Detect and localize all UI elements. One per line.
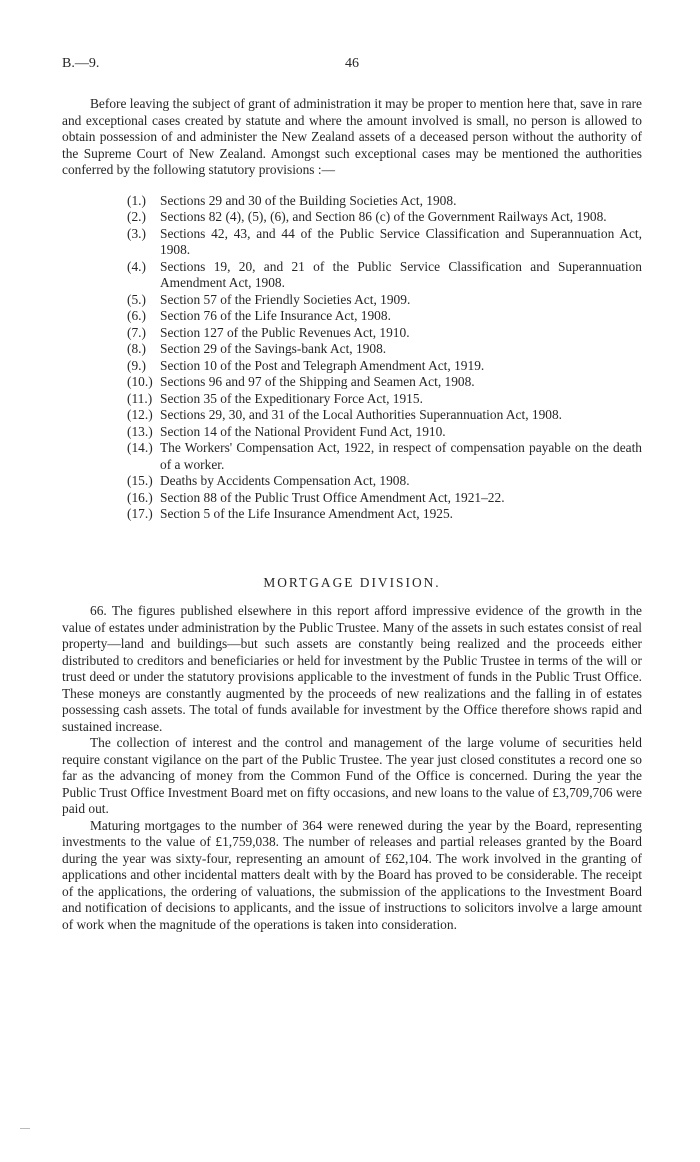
provision-number: (17.) xyxy=(127,506,153,521)
provision-number: (13.) xyxy=(127,423,153,439)
provision-item xyxy=(127,440,642,473)
provision-text: Section 14 of the National Provident Fund Act, 1910. xyxy=(160,423,446,439)
document-reference: B.—9. xyxy=(62,56,100,71)
provision-item xyxy=(127,390,642,408)
provision-item xyxy=(127,357,642,375)
document-body xyxy=(62,96,642,933)
provision-text: Section 29 of the Savings-bank Act, 1908. xyxy=(160,341,387,356)
provision-text: Section 127 of the Public Revenues Act, 1910. xyxy=(160,324,410,340)
provision-text: Section 57 of the Friendly Societies Act, 1909. xyxy=(160,291,411,307)
provision-item xyxy=(127,423,642,441)
intro-paragraph: Before leaving the subject of grant of administration it may be proper to mention here that, save in rare and exceptional cases created by statute and where the amount involved is small, no person is allowed to obtain possession of and administer the New Zealand assets of a deceased person without the authority of the Supreme Court of New Zealand. Amongst such exceptional cases may be mentioned the authorities conferred by the following statutory provisions :— xyxy=(62,96,642,177)
provision-item xyxy=(127,374,642,391)
provision-item xyxy=(127,192,642,210)
body-paragraph: 66. The figures published elsewhere in this report afford impressive evidence of the growth in the value of estates under administration by the Public Trustee. Many of the assets in such estates consist of real property—land and buildings—but such assets are constantly being realized and the proceeds either distributed to creditors and beneficiaries or held for investment by the Public Trustee in terms of the will or trust deed or under the statutory provisions applicable to the investment of funds in the Public Trust Office. These moneys are constantly augmented by the proceeds of new realizations and the falling in of estates possessing cash assets. The total of funds available for investment by the Office therefore shows rapid and sustained increase. xyxy=(62,603,642,734)
body-paragraph: The collection of interest and the control and management of the large volume of securities held require constant vigilance on the part of the Public Trustee. The year just closed constitutes a record one so far as the advancing of money from the Common Fund of the Office is concerned. During the year the Public Trust Office Investment Board met on fifty occasions, and new loans to the value of £3,709,706 were paid out. xyxy=(62,735,642,816)
provision-number: (9.) xyxy=(127,357,146,373)
provision-number: (1.) xyxy=(127,192,146,208)
provision-item xyxy=(127,341,642,358)
provision-text: Sections 19, 20, and 21 of the Public Service Classification and Superannuation Amendment Act, 1908. xyxy=(160,258,642,290)
provision-item xyxy=(127,506,642,523)
page-number: 46 xyxy=(345,56,359,71)
provision-text: Sections 96 and 97 of the Shipping and Seamen Act, 1908. xyxy=(160,374,475,389)
body-paragraph: Maturing mortgages to the number of 364 were renewed during the year by the Board, representing investments to the value of £1,759,038. The number of releases and partial releases granted by the Board during the year was sixty-four, representing an amount of £62,104. The work involved in the granting of applications and other incidental matters dealt with by the Board has proved to be considerable. The receipt of the applications, the ordering of valuations, the submission of the applications to the Investment Board and notification of decisions to applicants, and the issue of instructions to solicitors involve a large amount of work when the magnitude of the operations is taken into consideration. xyxy=(62,817,642,932)
provision-number: (8.) xyxy=(127,341,146,356)
provision-item xyxy=(127,291,642,309)
provision-text: Deaths by Accidents Compensation Act, 1908. xyxy=(160,473,410,488)
provision-text: Section 5 of the Life Insurance Amendment Act, 1925. xyxy=(160,506,454,521)
provision-item xyxy=(127,209,642,226)
provision-text: Sections 29, 30, and 31 of the Local Authorities Superannuation Act, 1908. xyxy=(160,407,563,422)
provision-item xyxy=(127,489,642,507)
provision-number: (11.) xyxy=(127,390,153,406)
provision-number: (14.) xyxy=(127,440,153,455)
provision-item xyxy=(127,308,642,325)
provision-number: (3.) xyxy=(127,225,146,241)
provisions-list xyxy=(127,192,642,523)
provision-number: (5.) xyxy=(127,291,146,307)
provision-number: (10.) xyxy=(127,374,153,389)
provision-number: (12.) xyxy=(127,407,153,422)
provision-text: Section 88 of the Public Trust Office Amendment Act, 1921–22. xyxy=(160,489,505,505)
provision-text: Section 76 of the Life Insurance Act, 1908. xyxy=(160,308,391,323)
provision-item xyxy=(127,225,642,259)
provision-item xyxy=(127,258,642,292)
provision-item xyxy=(127,473,642,490)
page-header xyxy=(62,56,642,76)
provision-text: The Workers' Compensation Act, 1922, in respect of compensation payable on the death of a worker. xyxy=(160,440,642,472)
provision-number: (4.) xyxy=(127,258,146,274)
provision-text: Sections 29 and 30 of the Building Societies Act, 1908. xyxy=(160,192,457,208)
provision-number: (2.) xyxy=(127,209,146,224)
provision-text: Section 10 of the Post and Telegraph Amendment Act, 1919. xyxy=(160,357,485,373)
provision-number: (16.) xyxy=(127,489,153,505)
provision-item xyxy=(127,407,642,424)
provision-item xyxy=(127,324,642,342)
section-heading: MORTGAGE DIVISION. xyxy=(263,574,441,590)
provision-text: Sections 42, 43, and 44 of the Public Service Classification and Superannuation Act, 1908. xyxy=(160,225,642,257)
provision-number: (15.) xyxy=(127,473,153,488)
section-paragraphs xyxy=(62,603,642,933)
provision-text: Section 35 of the Expeditionary Force Act, 1915. xyxy=(160,390,423,406)
provision-number: (6.) xyxy=(127,308,146,323)
margin-mark xyxy=(20,1128,30,1129)
provision-number: (7.) xyxy=(127,324,146,340)
provision-text: Sections 82 (4), (5), (6), and Section 86 (c) of the Government Railways Act, 1908. xyxy=(160,209,607,224)
